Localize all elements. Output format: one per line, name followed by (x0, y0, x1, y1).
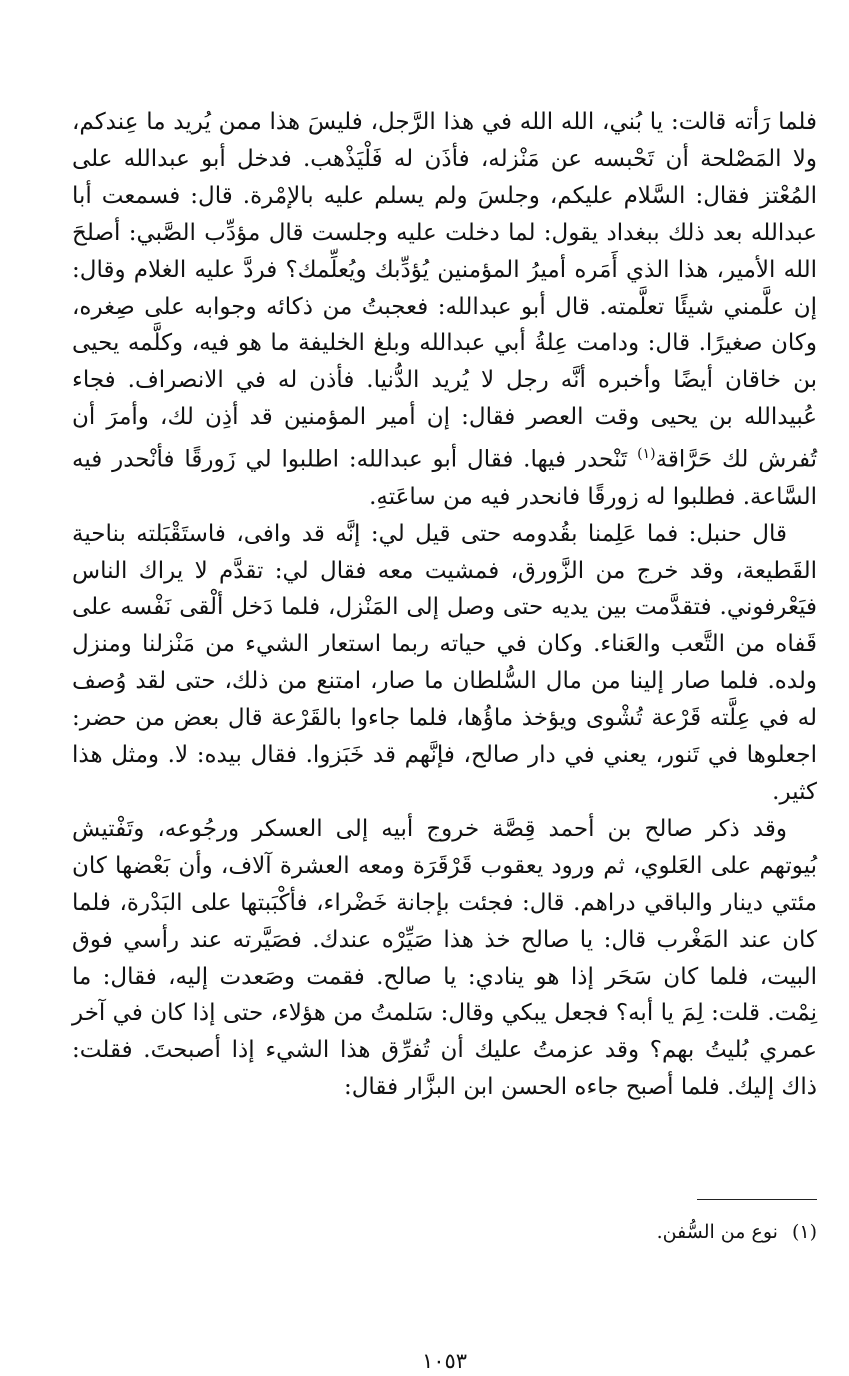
footnote-text: نوع من السُّفن. (656, 1221, 778, 1243)
paragraph-1-text: فلما رَأته قالت: يا بُني، الله الله في هذا الرَّجل، فليسَ هذا ممن يُريد ما عِندكم، ولا المَصْلحة أن تَحْبسه عن مَنْزله، فأذَن له فَلْيَذْهب. فدخل أبو عبدالله على المُعْتز فقال: السَّلام عليكم، وجلسَ ولم يسلم عليه بالإمْرة. قال: فسمعت أبا عبدالله بعد ذلك ببغداد يقول: لما دخلت عليه وجلست قال مؤدِّب الصَّبي: أصلحَ الله الأمير، هذا الذي أَمَره أميرُ المؤمنين يُؤدِّبك ويُعلِّمك؟ فردَّ عليه الغلام وقال: إن علَّمني شيئًا تعلَّمته. قال أبو عبدالله: فعجبتُ من ذكائه وجوابه على صِغره، وكان صغيرًا. قال: ودامت عِلةُ أبي عبدالله وبلغ الخليفة ما هو فيه، وكلَّمه يحيى بن خاقان أيضًا وأخبره أنَّه رجل لا يُريد الدُّنيا. فأذن له في الانصراف. فجاء عُبيدالله بن يحيى وقت العصر فقال: إن أمير المؤمنين قد أذِن لك، وأمرَ أن تُفرش لك حَرَّاقة (72, 109, 818, 473)
footnote-reference: (١) (637, 446, 656, 463)
book-page (72, 104, 818, 1373)
paragraph-1-tail: تَنْحدر فيها. فقال أبو عبدالله: اطلبوا لي زَورقًا فأنْحدر فيه السَّاعة. فطلبوا له زورقًا فانحدر فيه من ساعَتهِ. (72, 446, 817, 510)
footnote-separator (697, 1199, 817, 1200)
paragraph-3: وقد ذكر صالح بن أحمد قِصَّة خروج أبيه إلى العسكر ورجُوعه، وتَفْتيش بُيوتهم على العَلوي، ثم ورود يعقوب قَرْقَرَة ومعه العشرة آلاف، وأن بَعْضها كان مئتي دينار والباقي دراهم. قال: فجئت بإجانة خَضْراء، فأكْبَبتها على البَدْرة، فلما كان عند المَغْرب قال: يا صالح خذ هذا صَيِّرْه عندك. فصَيَّرته عند رأسي فوق البيت، فلما كان سَحَر إذا هو ينادي: يا صالح. فقمت وصَعدت إليه، فقال: ما نِمْت. قلت: لِمَ يا أبه؟ فجعل يبكي وقال: سَلمتُ من هؤلاء، حتى إذا كان في آخر عمري بُليتُ بهم؟ وقد عزمتُ عليك أن تُفرِّق هذا الشيء إذا أصبحتَ. فقلت: ذاك إليك. فلما أصبح جاءه الحسن ابن البزَّار فقال: (72, 815, 818, 1101)
main-text (72, 104, 817, 1106)
footnote (72, 1219, 817, 1245)
footnote-marker: (١) (791, 1221, 817, 1243)
page-number: ١٠٥٣ (421, 1349, 468, 1373)
paragraph-2: قال حنبل: فما عَلِمنا بقُدومه حتى قيل لي: إنَّه قد وافى، فاستَقْبَلته بناحية القَطيعة، وقد خرج من الزَّورق، فمشيت معه فقال لي: تقدَّم لا يراك الناس فيَعْرفوني. فتقدَّمت بين يديه حتى وصل إلى المَنْزل، فلما دَخل ألْقى نَفْسه على قَفاه من التَّعب والعَناء. وكان في حياته ربما استعار الشيء من مَنْزلنا ومنزل ولده. فلما صار إلينا من مال السُّلطان ما صار، امتنع من ذلك، حتى لقد وُصف له في عِلَّته قَرْعة تُشْوى ويؤخذ ماؤُها، فلما جاءوا بالقَرْعة قال بعض من حضر: اجعلوها في تَنور، يعني في دار صالح، فإنَّهم قد خَبَزوا. فقال بيده: لا. ومثل هذا كثير. (72, 520, 817, 805)
paragraph-1 (72, 104, 817, 516)
